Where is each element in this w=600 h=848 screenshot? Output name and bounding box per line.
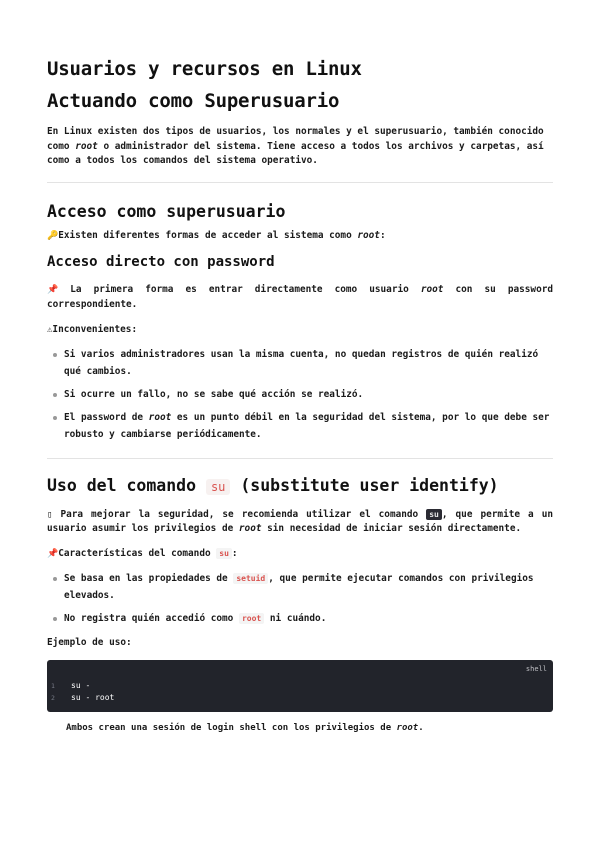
code-text: su -	[71, 680, 91, 690]
caption-period: .	[418, 722, 424, 733]
su-features-list	[47, 570, 553, 627]
direct-password: password	[507, 284, 554, 295]
characteristics-label: Características del comando	[58, 547, 217, 559]
inconvenientes-list	[47, 346, 553, 443]
su-heading-text-a: Uso del comando	[47, 475, 206, 495]
su-heading-code: su	[206, 479, 230, 495]
pushpin-icon: 📌	[47, 285, 59, 295]
example-label: Ejemplo de uso:	[47, 637, 132, 648]
characteristics-code: su	[216, 548, 232, 559]
page-title: Usuarios y recursos en Linux	[47, 58, 362, 80]
direct-root: root	[420, 284, 444, 295]
line-number: 2	[51, 693, 55, 702]
direct-usuario: usuario	[369, 284, 421, 295]
access-text: Existen diferentes formas de acceder al sistema como	[58, 229, 358, 241]
code-language-label: shell	[525, 664, 547, 673]
divider	[47, 182, 553, 183]
list-item: Si varios administradores usan la misma cuenta, no quedan registros de quién realizó qué cambios.	[47, 346, 553, 380]
su-text-c: sin necesidad de iniciar sesión directamente.	[261, 523, 522, 534]
intro-root: root	[75, 140, 98, 152]
access-root: root	[357, 229, 380, 241]
su-text-b: , que permite a un usuario asumir los privilegios de	[47, 508, 553, 534]
code-block[interactable]	[47, 660, 553, 712]
warning-label: Inconvenientes:	[52, 324, 138, 335]
su-root: root	[238, 523, 262, 534]
direct-text-c: con su	[443, 284, 508, 295]
direct-text-a: La primera forma es entrar directamente como	[58, 284, 370, 295]
code-caption	[66, 721, 553, 735]
section-direct-heading: Acceso directo con password	[47, 254, 275, 270]
divider	[47, 458, 553, 459]
intro-text-2: o administrador del sistema. Tiene acceso a todos los archivos y carpetas, así como a todos los comandos del sistema operativo.	[47, 140, 544, 166]
caption-root: root	[396, 722, 419, 733]
list-item: No registra quién accedió como root ni cuándo.	[47, 610, 553, 627]
line-number: 1	[51, 681, 55, 690]
document-page	[47, 56, 553, 735]
caption-text: Ambos crean una sesión de login shell con los privilegios de	[66, 722, 397, 733]
intro-text-1: En Linux existen dos tipos de usuarios, los normales y el superusuario, también conocido como	[47, 126, 544, 152]
access-colon: :	[379, 229, 386, 241]
direct-text-e: correspondiente.	[47, 298, 138, 310]
intro-paragraph	[47, 125, 553, 169]
direct-paragraph	[47, 283, 553, 312]
list-item: Se basa en las propiedades de setuid , que permite ejecutar comandos con privilegios elevados.	[47, 570, 553, 604]
code-text: su - root	[71, 692, 115, 702]
list-item: El password de root es un punto débil en la seguridad del sistema, por lo que debe ser robusto y cambiarse periódicamente.	[47, 409, 553, 443]
unknown-glyph-icon: ▯	[47, 509, 53, 520]
list-item: Si ocurre un fallo, no se sabe qué acción se realizó.	[47, 386, 553, 403]
characteristics-colon: :	[231, 547, 238, 559]
warning-label-line	[47, 323, 553, 338]
section-su-heading	[47, 475, 553, 498]
su-characteristics-line	[47, 547, 553, 562]
su-inline-code: su	[426, 509, 442, 520]
key-icon: 🔑	[47, 230, 59, 241]
code-line	[51, 693, 114, 702]
access-intro	[47, 229, 553, 244]
pushpin-icon: 📌	[47, 548, 59, 559]
su-heading-text-b: (substitute user identify)	[230, 475, 499, 495]
code-line	[51, 681, 90, 690]
su-paragraph	[47, 508, 553, 537]
page-subtitle: Actuando como Superusuario	[47, 90, 340, 112]
warning-icon: ⚠	[47, 325, 53, 335]
section-access-heading: Acceso como superusuario	[47, 201, 286, 221]
su-text-a: Para mejorar la seguridad, se recomienda utilizar el comando	[52, 508, 427, 520]
